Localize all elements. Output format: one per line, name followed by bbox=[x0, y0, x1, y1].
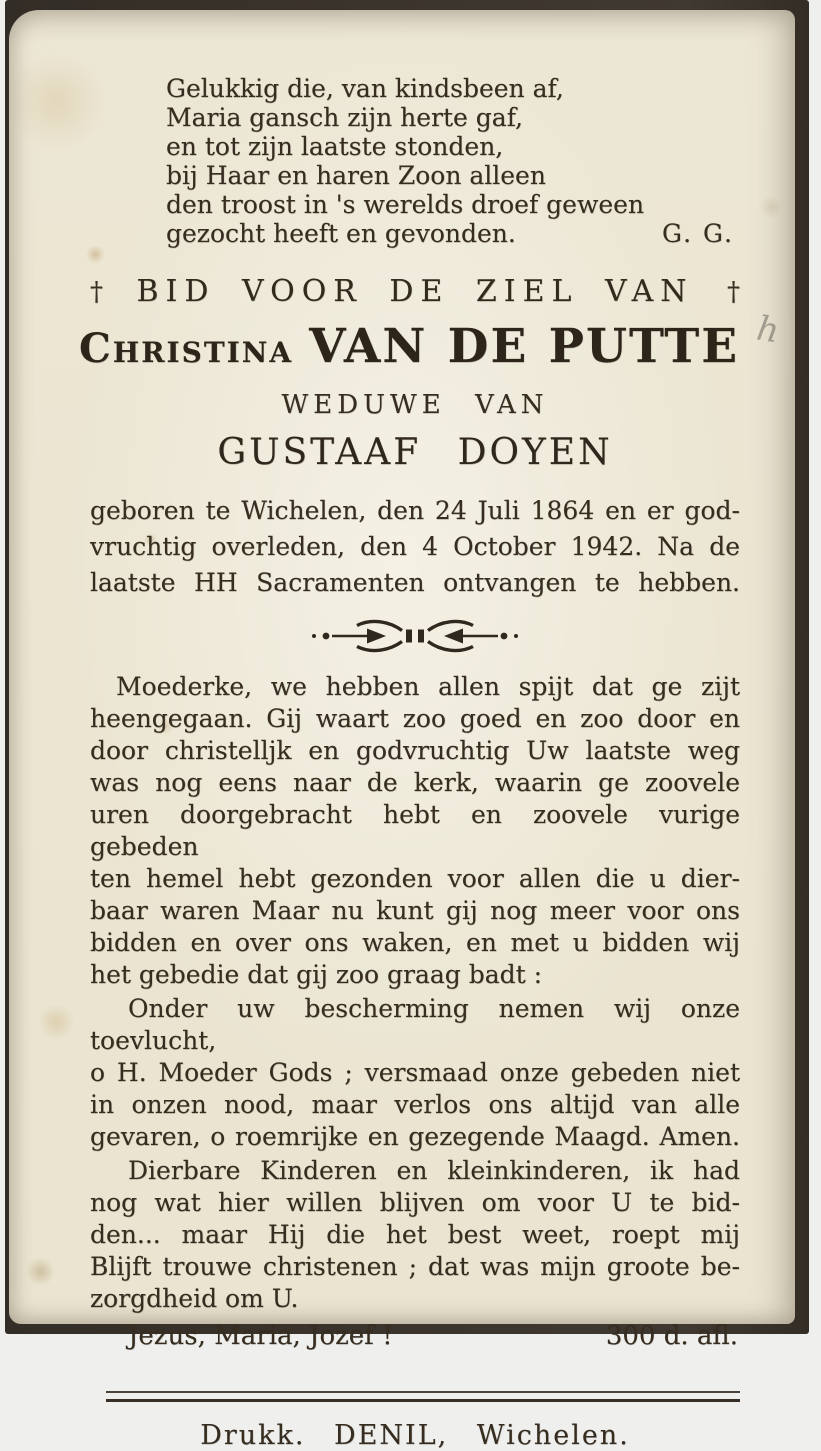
text-line: den troost in 's werelds droef geween bbox=[166, 190, 645, 219]
footer-row bbox=[90, 1321, 740, 1351]
text-line: vruchtig overleden, den 4 October 1942. Na de bbox=[90, 532, 740, 561]
text-line: laatste HH Sacramenten ontvangen te hebben. bbox=[90, 568, 740, 597]
text-line: baar waren Maar nu kunt gij nog meer voor ons bbox=[90, 896, 740, 925]
printer-imprint: Drukk. DENIL, Wichelen. bbox=[200, 1420, 630, 1451]
widow-label: WEDUWE VAN bbox=[281, 390, 549, 420]
prayer-paragraph-2 bbox=[90, 993, 740, 1153]
text-line: was nog eens naar de kerk, waarin ge zoovele bbox=[90, 768, 740, 797]
text-line: Moederke, we hebben allen spijt dat ge zijt bbox=[116, 672, 740, 701]
text-line: Maria gansch zijn herte gaf, bbox=[166, 103, 524, 132]
cross-left-icon: † bbox=[90, 276, 103, 307]
deceased-last-name: VAN DE PUTTE bbox=[309, 319, 740, 374]
text-line: ten hemel hebt gezonden voor allen die u dier- bbox=[90, 864, 740, 893]
text-line: Blijft trouwe christenen ; dat was mijn groote be- bbox=[90, 1252, 740, 1281]
text-line: bidden en over ons waken, en met u bidden wij bbox=[90, 928, 740, 957]
text-line: Dierbare Kinderen en kleinkinderen, ik had bbox=[128, 1156, 740, 1185]
text-line: geboren te Wichelen, den 24 Juli 1864 en er god- bbox=[90, 496, 740, 525]
text-line: Onder uw bescherming nemen wij onze toevlucht, bbox=[90, 994, 740, 1055]
spouse-name: GUSTAAF DOYEN bbox=[217, 432, 613, 473]
memorial-title-row bbox=[90, 274, 740, 309]
rule-thick bbox=[106, 1399, 740, 1402]
text-line: en tot zijn laatste stonden, bbox=[166, 132, 504, 161]
prayer-card bbox=[9, 10, 795, 1451]
text-line: het gebedie dat gij zoo graag badt : bbox=[90, 960, 543, 989]
text-line: nog wat hier willen blijven om voor U te bid- bbox=[90, 1188, 740, 1217]
text-line: heengegaan. Gij waart zoo goed en zoo door en bbox=[90, 704, 740, 733]
invocation: Jezus, Maria, Jozef ! bbox=[128, 1321, 393, 1351]
text-line: bij Haar en haren Zoon alleen bbox=[166, 161, 546, 190]
deceased-first-name: Christina bbox=[78, 325, 294, 372]
poem-last-line: gezocht heeft en gevonden. bbox=[166, 219, 516, 248]
poem bbox=[166, 74, 740, 248]
text-line: Gelukkig die, van kindsbeen af, bbox=[166, 74, 564, 103]
ornament-divider-icon bbox=[90, 617, 740, 655]
memorial-title: BID VOOR DE ZIEL VAN bbox=[136, 274, 694, 309]
text-line: o H. Moeder Gods ; versmaad onze gebeden niet bbox=[90, 1058, 740, 1087]
prayer-body bbox=[90, 671, 740, 1315]
cross-right-icon: † bbox=[727, 276, 740, 307]
pencil-mark: h bbox=[754, 308, 782, 352]
double-rule bbox=[106, 1391, 740, 1402]
text-line: door christelljk en godvruchtig Uw laatste weg bbox=[90, 736, 740, 765]
text-line: den... maar Hij die het best weet, roept mij bbox=[90, 1220, 740, 1249]
deceased-name bbox=[78, 319, 740, 374]
text-line: uren doorgebracht hebt en zoovele vurige gebeden bbox=[90, 800, 740, 861]
vitals bbox=[90, 493, 740, 601]
indulgence-note: 300 d. afl. bbox=[605, 1321, 738, 1351]
poem-attribution: G. G. bbox=[662, 219, 734, 248]
text-line: zorgdheid om U. bbox=[90, 1284, 299, 1313]
text-line: gevaren, o roemrijke en gezegende Maagd. Amen. bbox=[90, 1122, 740, 1151]
text-line: in onzen nood, maar verlos ons altijd van alle bbox=[90, 1090, 740, 1119]
prayer-paragraph-3 bbox=[90, 1155, 740, 1315]
poem-lines bbox=[166, 74, 740, 219]
prayer-paragraph-1 bbox=[90, 671, 740, 991]
rule-thin bbox=[106, 1391, 740, 1393]
